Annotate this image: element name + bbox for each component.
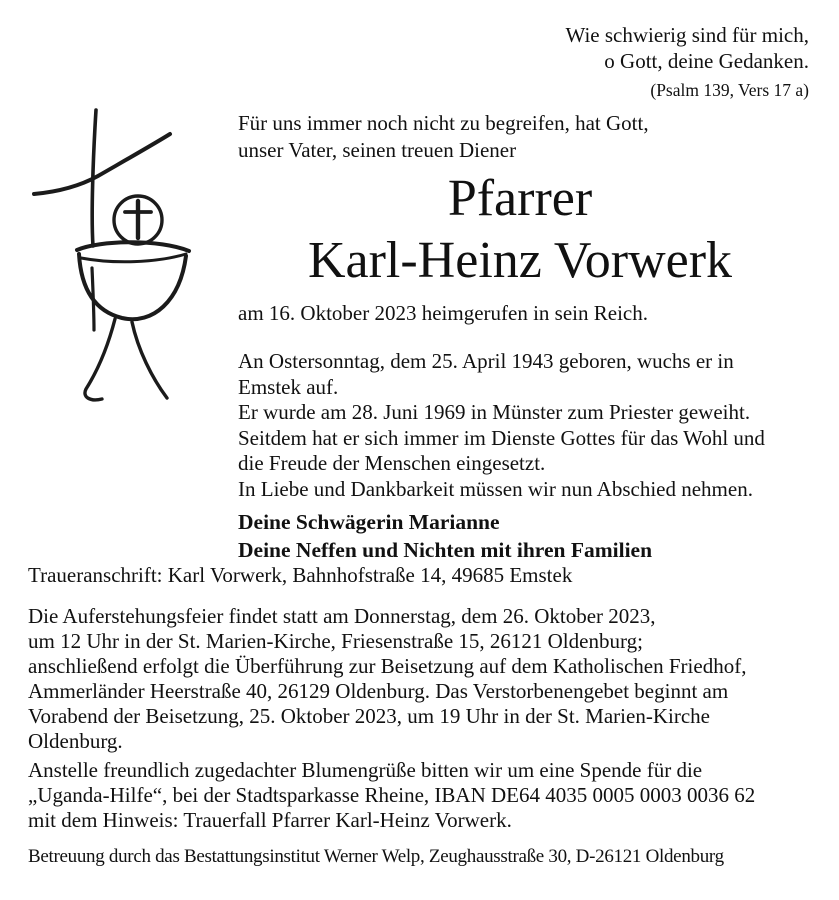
donation-line: „Uganda-Hilfe“, bei der Stadtsparkasse Rheine, IBAN DE64 4035 0005 0003 0036 62 <box>28 783 756 807</box>
main-column <box>238 110 802 564</box>
mourner-line: Deine Neffen und Nichten mit ihren Familien <box>238 538 653 562</box>
intro-line: unser Vater, seinen treuen Diener <box>238 138 517 162</box>
chalice-host-cross-illustration <box>28 98 238 418</box>
service-details <box>28 604 828 754</box>
biography <box>238 349 802 502</box>
lower-column <box>28 562 828 869</box>
service-line: Vorabend der Beisetzung, 25. Oktober 2023, um 19 Uhr in der St. Marien-Kirche <box>28 704 710 728</box>
biography-line: die Freude der Menschen eingesetzt. <box>238 451 546 475</box>
service-line: Ammerländer Heerstraße 40, 26129 Oldenburg. Das Verstorbenengebet beginnt am <box>28 679 729 703</box>
biography-line: Seitdem hat er sich immer im Dienste Gottes für das Wohl und <box>238 425 765 450</box>
donation-line: Anstelle freundlich zugedachter Blumengrüße bitten wir um eine Spende für die <box>28 758 703 782</box>
mourner-line: Deine Schwägerin Marianne <box>238 510 500 534</box>
scripture-quote <box>565 22 809 101</box>
donation-details <box>28 758 828 833</box>
service-line: Oldenburg. <box>28 729 123 753</box>
donation-line: mit dem Hinweis: Trauerfall Pfarrer Karl-Heinz Vorwerk. <box>28 808 512 832</box>
passing-line: am 16. Oktober 2023 heimgerufen in sein Reich. <box>238 301 648 325</box>
biography-line: Emstek auf. <box>238 374 339 399</box>
quote-line: Wie schwierig sind für mich, <box>565 23 809 47</box>
biography-line: Er wurde am 28. Juni 1969 in Münster zum Priester geweiht. <box>238 400 751 424</box>
service-line: anschließend erfolgt die Überführung zur Beisetzung auf dem Katholischen Friedhof, <box>28 654 747 678</box>
deceased-title: Pfarrer <box>447 170 593 227</box>
mourners <box>238 508 802 564</box>
quote-line: o Gott, deine Gedanken. <box>604 49 809 73</box>
chalice-host-cross-icon <box>28 98 238 418</box>
quote-source: (Psalm 139, Vers 17 a) <box>650 80 809 100</box>
funeral-home-note: Betreuung durch das Bestattungsinstitut Werner Welp, Zeughausstraße 30, D-26121 Oldenburg <box>28 846 724 867</box>
biography-line: In Liebe und Dankbarkeit müssen wir nun Abschied nehmen. <box>238 476 753 501</box>
deceased-name: Karl-Heinz Vorwerk <box>307 232 733 289</box>
service-line: um 12 Uhr in der St. Marien-Kirche, Friesenstraße 15, 26121 Oldenburg; <box>28 629 643 653</box>
intro-line: Für uns immer noch nicht zu begreifen, hat Gott, <box>238 111 649 135</box>
deceased-headline <box>238 168 802 292</box>
service-line: Die Auferstehungsfeier findet statt am Donnerstag, dem 26. Oktober 2023, <box>28 604 656 628</box>
mourning-address: Traueranschrift: Karl Vorwerk, Bahnhofstraße 14, 49685 Emstek <box>28 563 573 587</box>
biography-line: An Ostersonntag, dem 25. April 1943 geboren, wuchs er in <box>238 349 734 373</box>
